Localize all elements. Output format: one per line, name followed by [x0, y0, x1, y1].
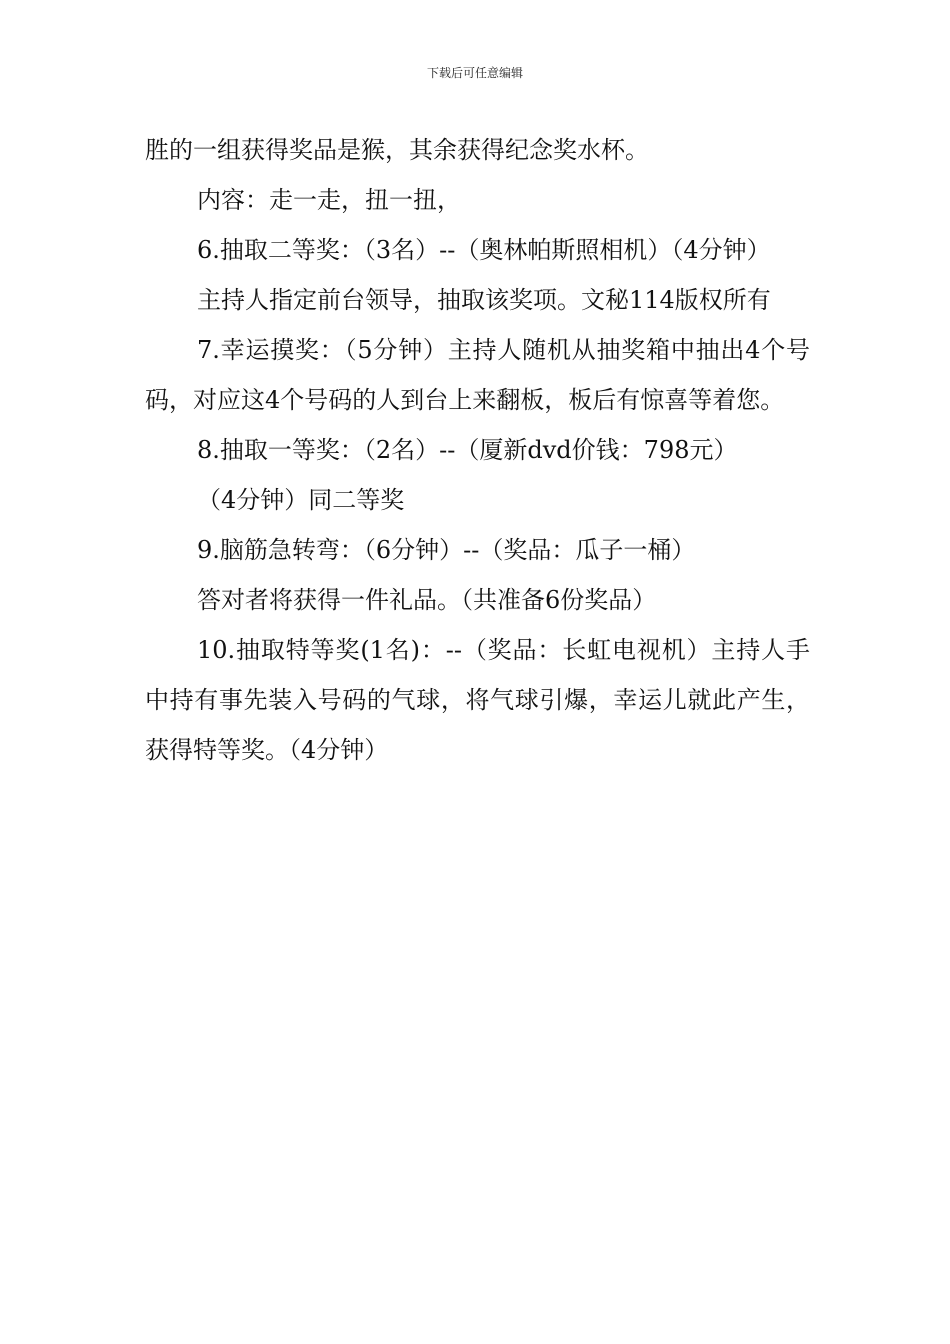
paragraph-5: 7.幸运摸奖：（5分钟）主持人随机从抽奖箱中抽出4个号码，对应这4个号码的人到台上来翻板，板后有惊喜等着您。: [145, 336, 810, 414]
paragraph-9: 答对者将获得一件礼品。（共准备6份奖品）: [197, 586, 657, 614]
page-header: 下载后可任意编辑: [426, 66, 523, 80]
paragraph-4: 主持人指定前台领导，抽取该奖项。文秘114版权所有: [197, 286, 771, 314]
paragraph-6: 8.抽取一等奖：（2名）--（厦新dvd价钱：798元）: [197, 436, 738, 464]
paragraph-8: 9.脑筋急转弯：（6分钟）--（奖品：瓜子一桶）: [197, 536, 696, 564]
document-body: [145, 125, 810, 775]
paragraph-2: 内容：走一走，扭一扭，: [197, 186, 461, 214]
paragraph-7: （4分钟）同二等奖: [197, 486, 405, 514]
paragraph-3: 6.抽取二等奖：（3名）--（奥林帕斯照相机）（4分钟）: [197, 236, 771, 264]
paragraph-10: 10.抽取特等奖(1名)：--（奖品：长虹电视机）主持人手中持有事先装入号码的气球，将气球引爆，幸运儿就此产生，获得特等奖。（4分钟）: [145, 636, 810, 764]
paragraph-1: 胜的一组获得奖品是猴，其余获得纪念奖水杯。: [145, 136, 649, 164]
